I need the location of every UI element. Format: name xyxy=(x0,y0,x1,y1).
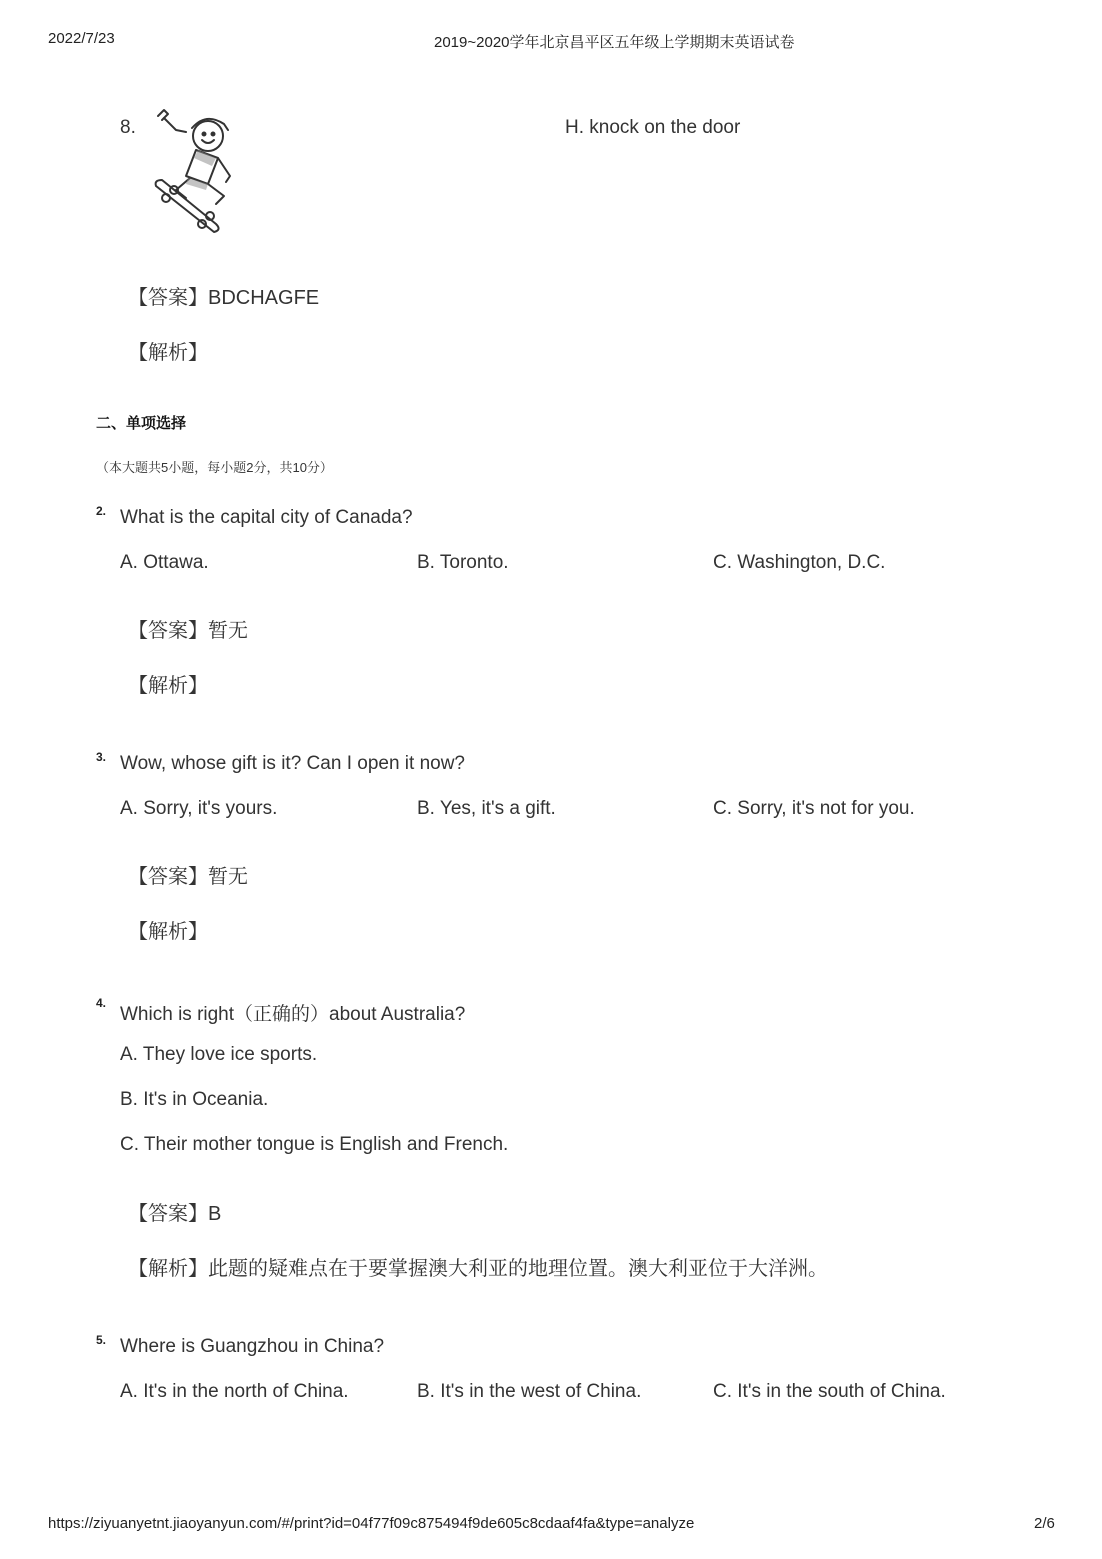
page-number: 2/6 xyxy=(1034,1515,1055,1532)
question-number: 4. xyxy=(96,996,107,1010)
option-c: C. Their mother tongue is English and French. xyxy=(120,1134,509,1155)
question-stem: Which is right（正确的）about Australia? xyxy=(120,1004,466,1025)
section-title: 二、单项选择 xyxy=(96,415,187,432)
option-c: C. It's in the south of China. xyxy=(713,1381,946,1402)
document-title: 2019~2020学年北京昌平区五年级上学期期末英语试卷 xyxy=(434,34,795,51)
question-number: 5. xyxy=(96,1333,107,1347)
option-b: B. It's in the west of China. xyxy=(417,1381,642,1402)
answer-label: 【答案】暂无 xyxy=(128,866,248,888)
question-stem: Where is Guangzhou in China? xyxy=(120,1336,385,1357)
question-number: 2. xyxy=(96,504,107,518)
answer-label: 【答案】B xyxy=(128,1203,222,1225)
question-number: 8. xyxy=(120,117,136,138)
print-date: 2022/7/23 xyxy=(48,30,115,47)
question-stem: What is the capital city of Canada? xyxy=(120,507,413,528)
page-url: https://ziyuanyetnt.jiaoyanyun.com/#/print?id=04f77f09c875494f9de605c8cdaaf4fa&type=analyze xyxy=(48,1515,695,1532)
option-c: C. Washington, D.C. xyxy=(713,552,886,573)
skateboarder-illustration xyxy=(146,106,246,238)
question-number: 3. xyxy=(96,750,107,764)
question-stem: Wow, whose gift is it? Can I open it now? xyxy=(120,753,465,774)
analysis-label: 【解析】 xyxy=(128,675,208,697)
skateboarder-boy-icon xyxy=(146,106,246,238)
option-a: A. Ottawa. xyxy=(120,552,209,573)
option-a: A. They love ice sports. xyxy=(120,1044,318,1065)
option-b: B. It's in Oceania. xyxy=(120,1089,269,1110)
option-b: B. Yes, it's a gift. xyxy=(417,798,556,819)
option-b: B. Toronto. xyxy=(417,552,509,573)
analysis-text: 【解析】此题的疑难点在于要掌握澳大利亚的地理位置。澳大利亚位于大洋洲。 xyxy=(128,1258,828,1280)
analysis-label: 【解析】 xyxy=(128,921,208,943)
option-c: C. Sorry, it's not for you. xyxy=(713,798,915,819)
analysis-label: 【解析】 xyxy=(128,342,208,364)
answer-label: 【答案】暂无 xyxy=(128,620,248,642)
option-a: A. It's in the north of China. xyxy=(120,1381,349,1402)
section-note: （本大题共5小题，每小题2分，共10分） xyxy=(96,460,333,475)
answer-label: 【答案】BDCHAGFE xyxy=(128,287,320,309)
match-option-h: H. knock on the door xyxy=(565,117,741,138)
option-a: A. Sorry, it's yours. xyxy=(120,798,278,819)
